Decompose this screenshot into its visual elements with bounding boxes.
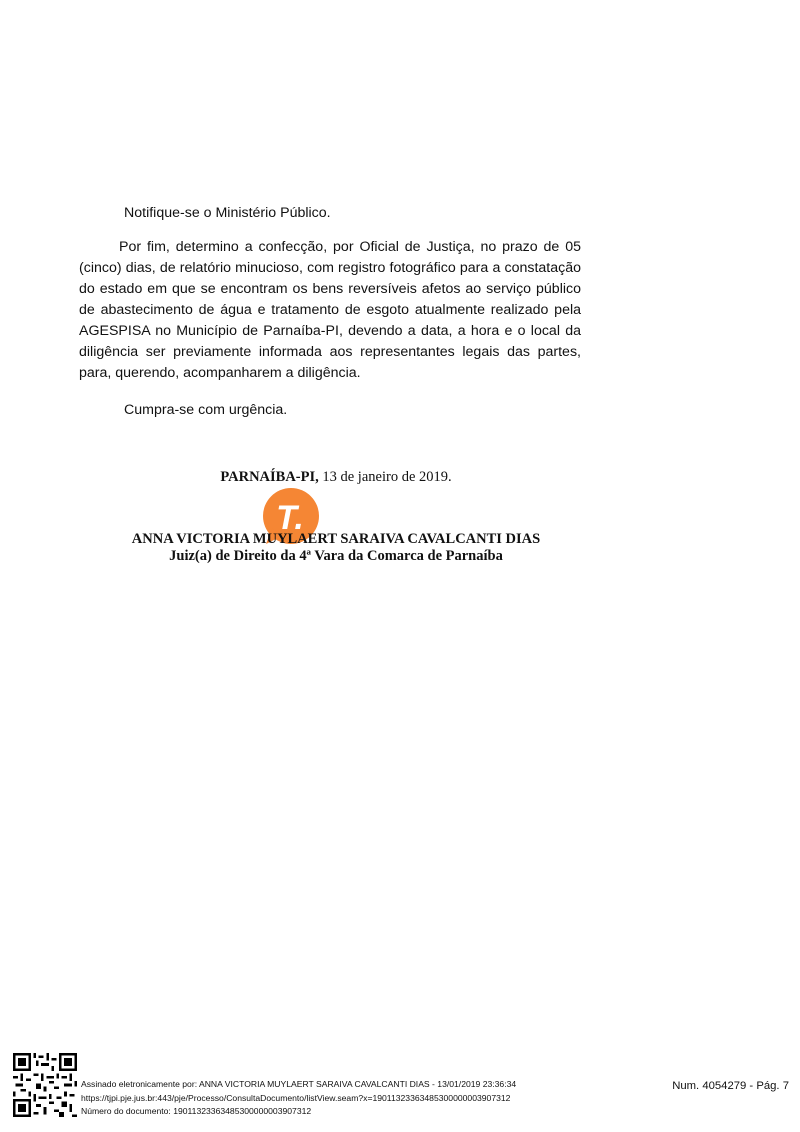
document-number-line: Número do documento: 19011323363485300000003907312 <box>81 1106 312 1116</box>
page-number: Num. 4054279 - Pág. 7 <box>672 1080 789 1092</box>
signer-name: ANNA VICTORIA MUYLAERT SARAIVA CAVALCANTI DIAS <box>131 531 541 547</box>
signer-role: Juiz(a) de Direito da 4ª Vara da Comarca de Parnaíba <box>169 548 503 564</box>
notify-paragraph: Notifique-se o Ministério Público. <box>124 205 331 221</box>
qr-code-icon <box>13 1053 77 1117</box>
document-url-line: https://tjpi.pje.jus.br:443/pje/Processo/ConsultaDocumento/listView.seam?x=19011323363485300000003907312 <box>81 1092 511 1103</box>
comply-paragraph: Cumpra-se com urgência. <box>124 402 288 418</box>
date-text: 13 de janeiro de 2019. <box>318 469 452 485</box>
place-name: PARNAÍBA-PI, <box>220 469 319 485</box>
signed-by-line: Assinado eletronicamente por: ANNA VICTORIA MUYLAERT SARAIVA CAVALCANTI DIAS - 13/01/2019 23:36:34 <box>81 1079 517 1089</box>
main-paragraph: Por fim, determino a confecção, por Oficial de Justiça, no prazo de 05 (cinco) dias, de relatório minucioso, com registro fotográfico para a constatação do estado em que se encontram os bens reversíveis afetos ao serviço público de abastecimento de água e tratamento de esgoto atualmente realizado pela AGESPISA no Município de Parnaíba-PI, devendo a data, a hora e o local da diligência ser previamente informada aos representantes legais das partes, para, querendo, acompanharem a diligência. <box>79 239 581 381</box>
signature-footer <box>81 1078 516 1119</box>
svg-text:T.: T. <box>276 499 304 537</box>
place-date-line <box>100 469 572 486</box>
